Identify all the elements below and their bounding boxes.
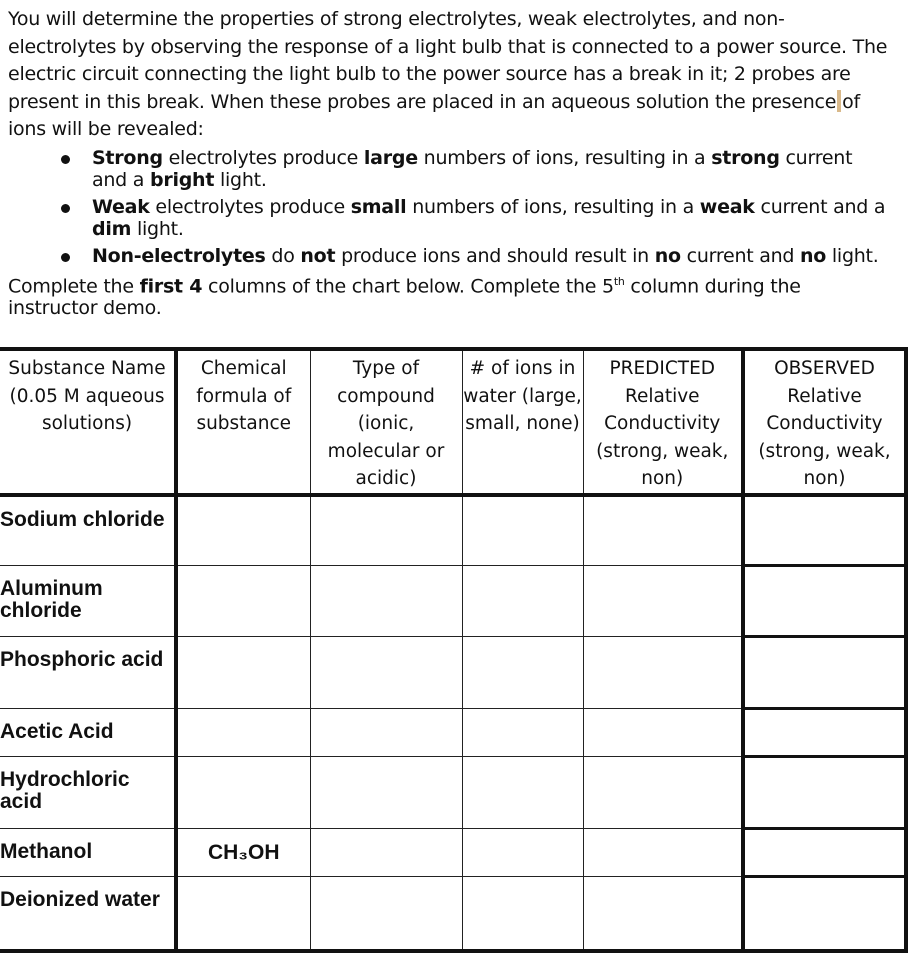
predicted-cell[interactable] bbox=[583, 495, 743, 566]
complete-instruction: Complete the first 4 columns of the chart below. Complete the 5th column during the instructor demo. bbox=[8, 275, 801, 320]
compound-type-cell[interactable] bbox=[310, 566, 462, 637]
substance-name: Acetic Acid bbox=[0, 709, 176, 757]
substance-name: Aluminum chloride bbox=[0, 566, 176, 637]
instructions bbox=[8, 6, 888, 319]
table-row bbox=[0, 829, 906, 877]
compound-type-cell[interactable] bbox=[310, 637, 462, 709]
compound-type-cell[interactable] bbox=[310, 757, 462, 829]
predicted-cell[interactable] bbox=[583, 757, 743, 829]
bullet-list bbox=[8, 147, 888, 268]
bullet-non: Non-electrolytes do not produce ions and should result in no current and no light. bbox=[92, 245, 888, 268]
table-row bbox=[0, 709, 906, 757]
header-substance-name: Substance Name (0.05 M aqueous solutions) bbox=[0, 349, 176, 495]
compound-type-cell[interactable] bbox=[310, 495, 462, 566]
observed-cell[interactable] bbox=[743, 757, 906, 829]
header-chemical-formula: Chemical formula of substance bbox=[176, 349, 310, 495]
header-observed-conductivity: OBSERVED Relative Conductivity (strong, weak, non) bbox=[743, 349, 906, 495]
formula-cell[interactable] bbox=[176, 637, 310, 709]
formula-cell[interactable] bbox=[176, 877, 310, 951]
substance-name: Sodium chloride bbox=[0, 495, 176, 566]
table-row bbox=[0, 877, 906, 951]
ion-count-cell[interactable] bbox=[462, 709, 583, 757]
intro-text-end: of ions will be revealed: bbox=[8, 90, 860, 140]
substance-name: Hydrochloric acid bbox=[0, 757, 176, 829]
bullet-weak: Weak electrolytes produce small numbers of ions, resulting in a weak current and a dim light. bbox=[92, 196, 888, 241]
predicted-cell[interactable] bbox=[583, 877, 743, 951]
ion-count-cell[interactable] bbox=[462, 877, 583, 951]
ion-count-cell[interactable] bbox=[462, 637, 583, 709]
table-row bbox=[0, 757, 906, 829]
predicted-cell[interactable] bbox=[583, 709, 743, 757]
formula-cell[interactable]: CH₃OH bbox=[176, 829, 310, 877]
text-cursor bbox=[837, 90, 841, 112]
header-compound-type: Type of compound (ionic, molecular or acidic) bbox=[310, 349, 462, 495]
header-row bbox=[0, 349, 906, 495]
compound-type-cell[interactable] bbox=[310, 877, 462, 951]
ion-count-cell[interactable] bbox=[462, 829, 583, 877]
table-row bbox=[0, 495, 906, 566]
compound-type-cell[interactable] bbox=[310, 829, 462, 877]
electrolyte-chart bbox=[0, 347, 908, 953]
substance-name: Methanol bbox=[0, 829, 176, 877]
formula-cell[interactable] bbox=[176, 495, 310, 566]
intro-text: You will determine the properties of strong electrolytes, weak electrolytes, and non-electrolytes by observing the response of a light bulb that is connected to a power source. The electric circuit connecting the light bulb to the power source has a break in it; 2 probes are present in this break. When these probes are placed in an aqueous solution the presence bbox=[8, 8, 888, 113]
ion-count-cell[interactable] bbox=[462, 566, 583, 637]
ion-count-cell[interactable] bbox=[462, 495, 583, 566]
observed-cell[interactable] bbox=[743, 495, 906, 566]
observed-cell[interactable] bbox=[743, 637, 906, 709]
formula-cell[interactable] bbox=[176, 757, 310, 829]
substance-name: Deionized water bbox=[0, 877, 176, 951]
predicted-cell[interactable] bbox=[583, 829, 743, 877]
compound-type-cell[interactable] bbox=[310, 709, 462, 757]
predicted-cell[interactable] bbox=[583, 566, 743, 637]
formula-cell[interactable] bbox=[176, 566, 310, 637]
formula-cell[interactable] bbox=[176, 709, 310, 757]
observed-cell[interactable] bbox=[743, 877, 906, 951]
bullet-strong: Strong electrolytes produce large numbers of ions, resulting in a strong current and a bright light. bbox=[92, 147, 888, 192]
predicted-cell[interactable] bbox=[583, 637, 743, 709]
observed-cell[interactable] bbox=[743, 709, 906, 757]
header-ion-count: # of ions in water (large, small, none) bbox=[462, 349, 583, 495]
observed-cell[interactable] bbox=[743, 566, 906, 637]
substance-name: Phosphoric acid bbox=[0, 637, 176, 709]
ion-count-cell[interactable] bbox=[462, 757, 583, 829]
observed-cell[interactable] bbox=[743, 829, 906, 877]
table-row bbox=[0, 566, 906, 637]
table-row bbox=[0, 637, 906, 709]
header-predicted-conductivity: PREDICTED Relative Conductivity (strong, weak, non) bbox=[583, 349, 743, 495]
intro-paragraph bbox=[8, 6, 888, 144]
